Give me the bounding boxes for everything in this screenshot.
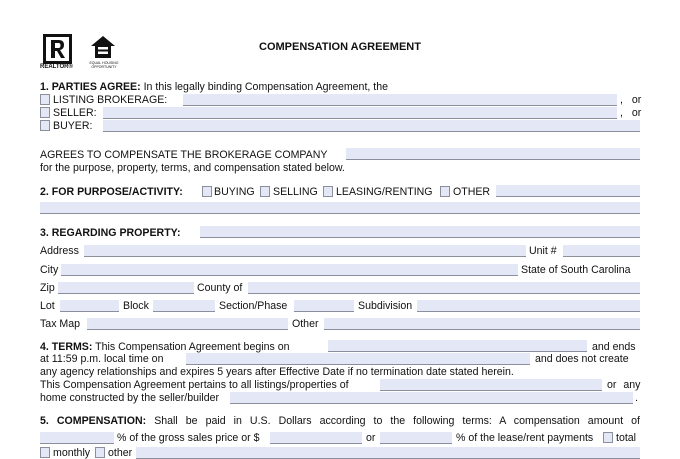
section-1-intro bbox=[40, 81, 388, 93]
address-field[interactable] bbox=[84, 245, 526, 257]
tax-map-field[interactable] bbox=[87, 318, 288, 330]
agrees-text: AGREES TO COMPENSATE THE BROKERAGE COMPANY bbox=[40, 149, 328, 161]
property-heading-field[interactable] bbox=[200, 226, 640, 238]
purpose-other-label: OTHER bbox=[453, 186, 491, 198]
home-text: home constructed by the seller/builder bbox=[40, 392, 220, 404]
subdivision-label: Subdivision bbox=[358, 300, 413, 312]
tax-map-label: Tax Map bbox=[40, 318, 81, 330]
city-label: City bbox=[40, 264, 59, 276]
zip-label: Zip bbox=[40, 282, 55, 294]
monthly-label: monthly bbox=[53, 447, 91, 459]
purpose-other-field-line-2[interactable] bbox=[40, 202, 640, 214]
buyer-label: BUYER: bbox=[53, 120, 93, 132]
address-label: Address bbox=[40, 245, 79, 257]
section-phase-field[interactable] bbox=[294, 300, 354, 312]
compensation-other-checkbox[interactable] bbox=[95, 447, 105, 458]
compensation-other-label: other bbox=[108, 447, 133, 459]
builder-field[interactable] bbox=[230, 392, 633, 404]
section-4-heading: 4. TERMS: bbox=[40, 341, 93, 353]
subdivision-field[interactable] bbox=[417, 300, 640, 312]
compensation-text: Shall be paid in U.S. Dollars according to the following terms: A compensation amount of bbox=[154, 415, 641, 427]
leasing-renting-checkbox[interactable] bbox=[323, 186, 333, 197]
listing-or-text: , or bbox=[620, 94, 642, 106]
block-field[interactable] bbox=[153, 300, 215, 312]
block-label: Block bbox=[123, 300, 149, 312]
pertains-text: This Compensation Agreement pertains to all listings/properties of bbox=[40, 379, 349, 391]
county-label: County of bbox=[197, 282, 243, 294]
not-create-text: and does not create bbox=[535, 353, 629, 365]
lease-percent-field[interactable] bbox=[380, 432, 452, 444]
monthly-checkbox[interactable] bbox=[40, 447, 50, 458]
section-phase-label: Section/Phase bbox=[219, 300, 288, 312]
unit-field[interactable] bbox=[563, 245, 640, 257]
listing-brokerage-label: LISTING BROKERAGE: bbox=[53, 94, 168, 106]
total-label: total bbox=[616, 432, 637, 444]
purpose-line-text: for the purpose, property, terms, and compensation stated below. bbox=[40, 162, 345, 174]
section-1-heading: 1. PARTIES AGREE: bbox=[40, 81, 141, 93]
lot-label: Lot bbox=[40, 300, 55, 312]
buying-checkbox[interactable] bbox=[202, 186, 212, 197]
state-label: State of South Carolina bbox=[521, 264, 631, 276]
and-ends-text: and ends bbox=[592, 341, 636, 353]
or-any-text: or any bbox=[607, 379, 641, 391]
gross-percent-field[interactable] bbox=[40, 432, 114, 444]
selling-label: SELLING bbox=[273, 186, 318, 198]
purpose-other-field[interactable] bbox=[496, 185, 640, 197]
section-2-heading: 2. FOR PURPOSE/ACTIVITY: bbox=[40, 186, 183, 198]
agency-text: any agency relationships and expires 5 years after Effective Date if no termination date stated herein. bbox=[40, 366, 514, 378]
at-time-text: at 11:59 p.m. local time on bbox=[40, 353, 164, 365]
section-1-intro-text: In this legally binding Compensation Agreement, the bbox=[143, 81, 389, 93]
terms-begins-text: This Compensation Agreement begins on bbox=[95, 341, 290, 353]
property-other-label: Other bbox=[292, 318, 319, 330]
document-title: COMPENSATION AGREEMENT bbox=[259, 41, 421, 53]
lot-field[interactable] bbox=[60, 300, 119, 312]
unit-label: Unit # bbox=[529, 245, 557, 257]
pertains-field[interactable] bbox=[380, 379, 602, 391]
end-date-field[interactable] bbox=[186, 353, 530, 365]
buyer-field[interactable] bbox=[103, 120, 640, 132]
gross-percent-text: % of the gross sales price or $ bbox=[117, 432, 260, 444]
seller-checkbox[interactable] bbox=[40, 107, 50, 118]
section-5-heading: 5. COMPENSATION: bbox=[40, 415, 147, 427]
realtor-caption: REALTOR® bbox=[40, 64, 73, 70]
brokerage-company-field[interactable] bbox=[346, 148, 640, 160]
total-checkbox[interactable] bbox=[603, 432, 613, 443]
begin-date-field[interactable] bbox=[328, 340, 587, 352]
terms-period-text: . bbox=[635, 392, 638, 404]
purpose-other-checkbox[interactable] bbox=[440, 186, 450, 197]
listing-brokerage-field[interactable] bbox=[183, 94, 617, 106]
listing-brokerage-checkbox[interactable] bbox=[40, 94, 50, 105]
seller-label: SELLER: bbox=[53, 107, 97, 119]
dollar-amount-field[interactable] bbox=[270, 432, 362, 444]
city-field[interactable] bbox=[61, 264, 518, 276]
property-other-field[interactable] bbox=[324, 318, 640, 330]
zip-field[interactable] bbox=[58, 282, 194, 294]
compensation-or-text: or bbox=[366, 432, 376, 444]
section-3-heading: 3. REGARDING PROPERTY: bbox=[40, 227, 181, 239]
buying-label: BUYING bbox=[214, 186, 255, 198]
equal-housing-caption: EQUAL HOUSING OPPORTUNITY bbox=[89, 61, 119, 69]
leasing-renting-label: LEASING/RENTING bbox=[336, 186, 433, 198]
selling-checkbox[interactable] bbox=[260, 186, 270, 197]
terms-line-1 bbox=[40, 341, 290, 353]
lease-percent-text: % of the lease/rent payments bbox=[456, 432, 594, 444]
buyer-checkbox[interactable] bbox=[40, 120, 50, 131]
seller-or-text: , or bbox=[620, 107, 642, 119]
compensation-other-field[interactable] bbox=[136, 447, 640, 459]
seller-field[interactable] bbox=[103, 107, 617, 119]
compensation-line-1 bbox=[40, 415, 640, 427]
county-field[interactable] bbox=[248, 282, 640, 294]
